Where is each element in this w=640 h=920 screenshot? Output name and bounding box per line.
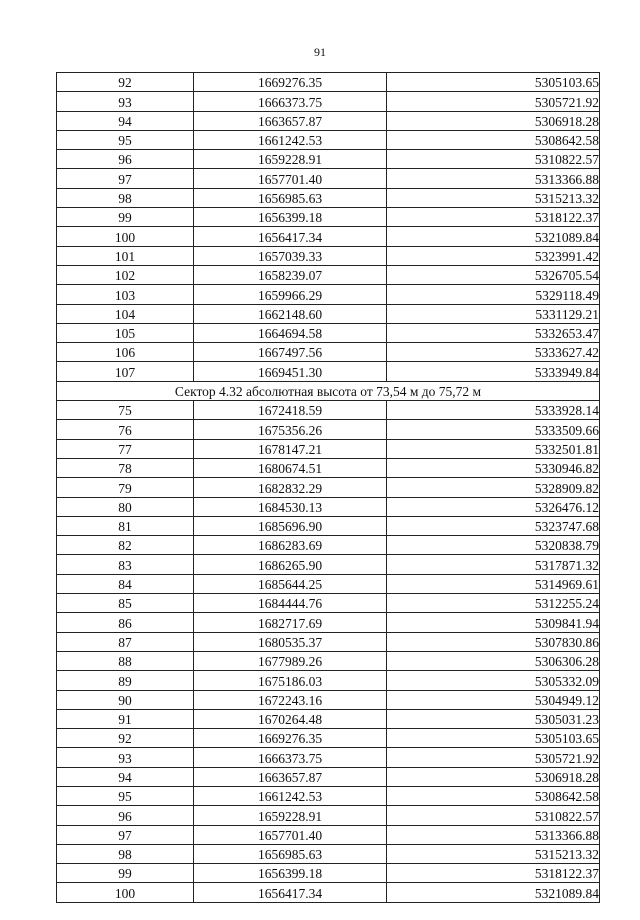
table-row	[57, 516, 600, 535]
table-row	[57, 536, 600, 555]
table-row	[57, 806, 600, 825]
y-coordinate-cell: 5331129.21	[387, 304, 600, 323]
y-coordinate-cell: 5333509.66	[387, 420, 600, 439]
y-coordinate-cell: 5321089.84	[387, 227, 600, 246]
point-number-cell: 106	[57, 343, 194, 362]
x-coordinate-cell: 1667497.56	[194, 343, 387, 362]
page-number: 91	[314, 45, 326, 59]
table-row	[57, 690, 600, 709]
x-coordinate-cell: 1678147.21	[194, 439, 387, 458]
y-coordinate-cell: 5328909.82	[387, 478, 600, 497]
table-row	[57, 130, 600, 149]
x-coordinate-cell: 1686283.69	[194, 536, 387, 555]
x-coordinate-cell: 1661242.53	[194, 130, 387, 149]
point-number-cell: 94	[57, 111, 194, 130]
table-row	[57, 439, 600, 458]
point-number-cell: 87	[57, 632, 194, 651]
point-number-cell: 107	[57, 362, 194, 381]
x-coordinate-cell: 1685644.25	[194, 574, 387, 593]
y-coordinate-cell: 5333627.42	[387, 343, 600, 362]
point-number-cell: 95	[57, 130, 194, 149]
point-number-cell: 75	[57, 401, 194, 420]
y-coordinate-cell: 5305721.92	[387, 92, 600, 111]
point-number-cell: 96	[57, 150, 194, 169]
y-coordinate-cell: 5318122.37	[387, 208, 600, 227]
table-row	[57, 362, 600, 381]
x-coordinate-cell: 1658239.07	[194, 265, 387, 284]
section-header-row	[57, 381, 600, 400]
point-number-cell: 77	[57, 439, 194, 458]
table-row	[57, 169, 600, 188]
x-coordinate-cell: 1672418.59	[194, 401, 387, 420]
point-number-cell: 100	[57, 227, 194, 246]
y-coordinate-cell: 5304949.12	[387, 690, 600, 709]
point-number-cell: 97	[57, 169, 194, 188]
table-row	[57, 497, 600, 516]
table-row	[57, 786, 600, 805]
point-number-cell: 78	[57, 458, 194, 477]
x-coordinate-cell: 1669276.35	[194, 729, 387, 748]
y-coordinate-cell: 5309841.94	[387, 613, 600, 632]
point-number-cell: 97	[57, 825, 194, 844]
y-coordinate-cell: 5310822.57	[387, 150, 600, 169]
point-number-cell: 99	[57, 864, 194, 883]
point-number-cell: 92	[57, 729, 194, 748]
table-body-bottom	[57, 401, 600, 903]
x-coordinate-cell: 1685696.90	[194, 516, 387, 535]
table-row	[57, 458, 600, 477]
point-number-cell: 98	[57, 844, 194, 863]
table-row	[57, 304, 600, 323]
point-number-cell: 98	[57, 188, 194, 207]
point-number-cell: 83	[57, 555, 194, 574]
y-coordinate-cell: 5313366.88	[387, 169, 600, 188]
y-coordinate-cell: 5313366.88	[387, 825, 600, 844]
table-body-top	[57, 73, 600, 382]
y-coordinate-cell: 5333949.84	[387, 362, 600, 381]
y-coordinate-cell: 5318122.37	[387, 864, 600, 883]
x-coordinate-cell: 1656985.63	[194, 188, 387, 207]
point-number-cell: 102	[57, 265, 194, 284]
y-coordinate-cell: 5329118.49	[387, 285, 600, 304]
point-number-cell: 93	[57, 92, 194, 111]
x-coordinate-cell: 1659228.91	[194, 150, 387, 169]
table-row	[57, 323, 600, 342]
x-coordinate-cell: 1663657.87	[194, 111, 387, 130]
x-coordinate-cell: 1656399.18	[194, 208, 387, 227]
x-coordinate-cell: 1657701.40	[194, 169, 387, 188]
y-coordinate-cell: 5320838.79	[387, 536, 600, 555]
point-number-cell: 105	[57, 323, 194, 342]
table-row	[57, 111, 600, 130]
x-coordinate-cell: 1666373.75	[194, 748, 387, 767]
y-coordinate-cell: 5306306.28	[387, 651, 600, 670]
y-coordinate-cell: 5312255.24	[387, 594, 600, 613]
point-number-cell: 86	[57, 613, 194, 632]
point-number-cell: 96	[57, 806, 194, 825]
y-coordinate-cell: 5305721.92	[387, 748, 600, 767]
y-coordinate-cell: 5332653.47	[387, 323, 600, 342]
point-number-cell: 85	[57, 594, 194, 613]
table-row	[57, 343, 600, 362]
point-number-cell: 76	[57, 420, 194, 439]
y-coordinate-cell: 5308642.58	[387, 786, 600, 805]
table-row	[57, 613, 600, 632]
x-coordinate-cell: 1656417.34	[194, 227, 387, 246]
table-row	[57, 420, 600, 439]
point-number-cell: 82	[57, 536, 194, 555]
table-row	[57, 864, 600, 883]
table-row	[57, 709, 600, 728]
y-coordinate-cell: 5310822.57	[387, 806, 600, 825]
table-row	[57, 883, 600, 902]
x-coordinate-cell: 1684444.76	[194, 594, 387, 613]
x-coordinate-cell: 1675356.26	[194, 420, 387, 439]
y-coordinate-cell: 5317871.32	[387, 555, 600, 574]
section-header-group	[57, 381, 600, 400]
y-coordinate-cell: 5305103.65	[387, 729, 600, 748]
x-coordinate-cell: 1656399.18	[194, 864, 387, 883]
x-coordinate-cell: 1682717.69	[194, 613, 387, 632]
x-coordinate-cell: 1656417.34	[194, 883, 387, 902]
point-number-cell: 94	[57, 767, 194, 786]
x-coordinate-cell: 1657039.33	[194, 246, 387, 265]
point-number-cell: 79	[57, 478, 194, 497]
x-coordinate-cell: 1663657.87	[194, 767, 387, 786]
x-coordinate-cell: 1669451.30	[194, 362, 387, 381]
x-coordinate-cell: 1675186.03	[194, 671, 387, 690]
x-coordinate-cell: 1656985.63	[194, 844, 387, 863]
point-number-cell: 88	[57, 651, 194, 670]
y-coordinate-cell: 5323747.68	[387, 516, 600, 535]
table-row	[57, 594, 600, 613]
table-row	[57, 478, 600, 497]
table-row	[57, 651, 600, 670]
point-number-cell: 92	[57, 73, 194, 92]
y-coordinate-cell: 5305332.09	[387, 671, 600, 690]
point-number-cell: 103	[57, 285, 194, 304]
table-row	[57, 227, 600, 246]
x-coordinate-cell: 1680535.37	[194, 632, 387, 651]
x-coordinate-cell: 1659966.29	[194, 285, 387, 304]
x-coordinate-cell: 1672243.16	[194, 690, 387, 709]
table-row	[57, 265, 600, 284]
y-coordinate-cell: 5326705.54	[387, 265, 600, 284]
table-row	[57, 208, 600, 227]
y-coordinate-cell: 5315213.32	[387, 844, 600, 863]
y-coordinate-cell: 5307830.86	[387, 632, 600, 651]
x-coordinate-cell: 1670264.48	[194, 709, 387, 728]
table-row	[57, 729, 600, 748]
y-coordinate-cell: 5306918.28	[387, 111, 600, 130]
y-coordinate-cell: 5330946.82	[387, 458, 600, 477]
x-coordinate-cell: 1662148.60	[194, 304, 387, 323]
table-row	[57, 555, 600, 574]
table-row	[57, 285, 600, 304]
table-row	[57, 246, 600, 265]
table-row	[57, 825, 600, 844]
table-row	[57, 748, 600, 767]
point-number-cell: 81	[57, 516, 194, 535]
table-row	[57, 844, 600, 863]
y-coordinate-cell: 5333928.14	[387, 401, 600, 420]
table-row	[57, 767, 600, 786]
x-coordinate-cell: 1664694.58	[194, 323, 387, 342]
table-row	[57, 671, 600, 690]
point-number-cell: 101	[57, 246, 194, 265]
x-coordinate-cell: 1661242.53	[194, 786, 387, 805]
point-number-cell: 100	[57, 883, 194, 902]
x-coordinate-cell: 1659228.91	[194, 806, 387, 825]
y-coordinate-cell: 5332501.81	[387, 439, 600, 458]
point-number-cell: 93	[57, 748, 194, 767]
x-coordinate-cell: 1682832.29	[194, 478, 387, 497]
y-coordinate-cell: 5321089.84	[387, 883, 600, 902]
x-coordinate-cell: 1680674.51	[194, 458, 387, 477]
table-row	[57, 574, 600, 593]
section-header: Сектор 4.32 абсолютная высота от 73,54 м до 75,72 м	[57, 381, 600, 400]
point-number-cell: 99	[57, 208, 194, 227]
point-number-cell: 80	[57, 497, 194, 516]
x-coordinate-cell: 1684530.13	[194, 497, 387, 516]
y-coordinate-cell: 5323991.42	[387, 246, 600, 265]
y-coordinate-cell: 5305103.65	[387, 73, 600, 92]
point-number-cell: 91	[57, 709, 194, 728]
point-number-cell: 90	[57, 690, 194, 709]
coordinates-table	[56, 72, 600, 903]
table-row	[57, 150, 600, 169]
table-row	[57, 632, 600, 651]
y-coordinate-cell: 5314969.61	[387, 574, 600, 593]
point-number-cell: 95	[57, 786, 194, 805]
x-coordinate-cell: 1666373.75	[194, 92, 387, 111]
point-number-cell: 104	[57, 304, 194, 323]
y-coordinate-cell: 5326476.12	[387, 497, 600, 516]
point-number-cell: 89	[57, 671, 194, 690]
table-row	[57, 73, 600, 92]
y-coordinate-cell: 5308642.58	[387, 130, 600, 149]
y-coordinate-cell: 5315213.32	[387, 188, 600, 207]
point-number-cell: 84	[57, 574, 194, 593]
x-coordinate-cell: 1677989.26	[194, 651, 387, 670]
table-row	[57, 401, 600, 420]
x-coordinate-cell: 1686265.90	[194, 555, 387, 574]
x-coordinate-cell: 1657701.40	[194, 825, 387, 844]
table-row	[57, 92, 600, 111]
y-coordinate-cell: 5305031.23	[387, 709, 600, 728]
table-row	[57, 188, 600, 207]
x-coordinate-cell: 1669276.35	[194, 73, 387, 92]
y-coordinate-cell: 5306918.28	[387, 767, 600, 786]
